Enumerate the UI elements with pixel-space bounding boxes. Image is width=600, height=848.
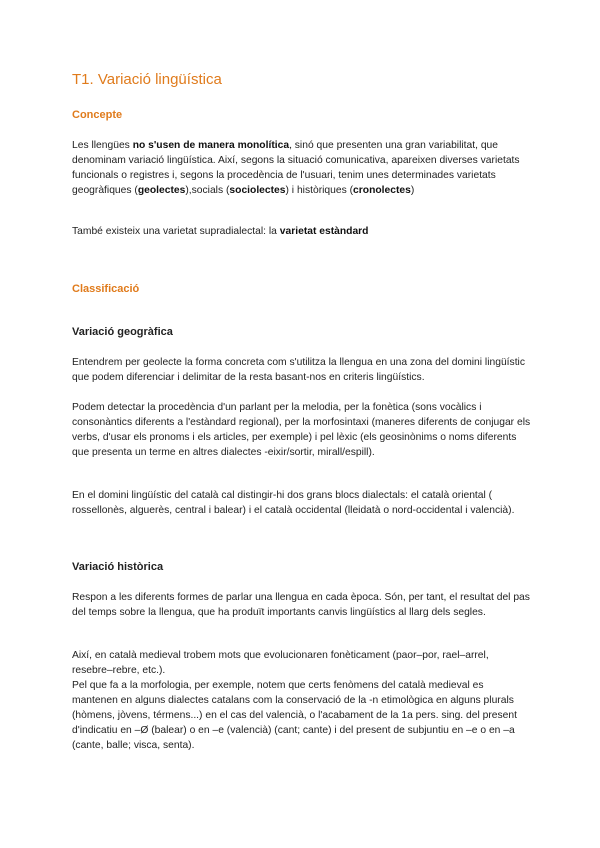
paragraph-concepte-2 — [72, 224, 532, 239]
text-run: ) — [410, 185, 415, 196]
paragraph-historica-2: Així, en català medieval trobem mots que evolucionaren fonèticament (paor–por, rael–arrel, resebre–rebre, etc.). — [72, 650, 489, 676]
bold-run: no s'usen de manera monolítica — [132, 140, 290, 151]
bold-run: sociolectes — [229, 185, 286, 196]
text-run: També existeix una varietat supradialectal: la — [72, 226, 280, 237]
subheading-variacio-geografica: Variació geogràfica — [72, 326, 173, 338]
paragraph-historica-1: Respon a les diferents formes de parlar una llengua en cada època. Són, per tant, el resultat del pas del temps sobre la llengua, que ha produït importants canvis lingüístics al llarg dels segles. — [72, 592, 530, 618]
section-heading-classificacio: Classificació — [72, 283, 140, 295]
text-run: , sinó que presenten una gran variabilitat, que denominam variació lingüística. Així, segons la situació comunicativa, apareixen diverses varietats funcionals o registres i, segons la procedència de l'usuari, tenim unes determinades varietats geogràfiques ( — [72, 140, 520, 196]
paragraph-geografica-2: Podem detectar la procedència d'un parlant per la melodia, per la fonètica (sons vocàlics i consonàntics diferents a l'estàndard regional), per la morfosintaxi (maneres diferents de conjugar els verbs, d'usar els pronoms i els articles, per exemple) i pel lèxic (els geosinònims o noms diferents que presenta un terme en altres dialectes -eixir/sortir, mirall/espill). — [72, 402, 531, 458]
text-run: Les llengües — [72, 140, 133, 151]
bold-run: varietat estàndard — [279, 226, 369, 237]
paragraph-geografica-1: Entendrem per geolecte la forma concreta com s'utilitza la llengua en una zona del domini lingüístic que podem diferenciar i delimitar de la resta basant-nos en criteris lingüístics. — [72, 357, 525, 383]
paragraph-historica-3: Pel que fa a la morfologia, per exemple, notem que certs fenòmens del català medieval es mantenen en alguns dialectes catalans com la conservació de la -n etimològica en alguns plurals (hòmens, jòvens, térmens...) en el cas del valencià, o l'acabament de la 1a pers. sing. del present d'indicatiu en –Ø (balear) o en –e (valencià) (cant; cante) i del present de subjuntiu en –e o en –a (cante, balle; visca, senta). — [72, 680, 517, 751]
text-run: ) i històriques ( — [285, 185, 354, 196]
section-heading-concepte: Concepte — [72, 109, 123, 121]
paragraph-concepte-1 — [72, 138, 532, 198]
bold-run: geolectes — [137, 185, 186, 196]
subheading-variacio-historica: Variació històrica — [72, 561, 164, 573]
bold-run: cronolectes — [353, 185, 411, 196]
text-run: ),socials ( — [185, 185, 230, 196]
paragraph-geografica-3: En el domini lingüístic del català cal distingir-hi dos grans blocs dialectals: el català oriental ( rossellonès, alguerès, central i balear) i el català occidental (lleidatà o nord-occidental i valencià). — [72, 490, 515, 516]
page-title: T1. Variació lingüística — [72, 71, 222, 88]
